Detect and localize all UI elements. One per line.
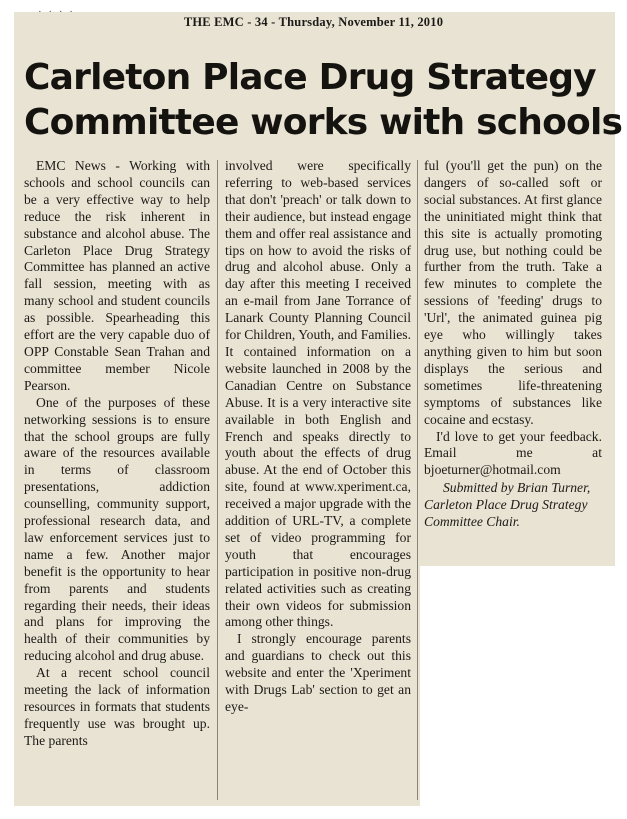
- column-rule-1: [217, 160, 218, 800]
- signature-line-3: Committee Chair.: [424, 514, 520, 530]
- article-paragraph: EMC News - Working with schools and school councils can be a very effective way to help reduce the risk inherent in substance and alcohol abuse. The Carleton Place Drug Strategy Committee has planned an active fall session, meeting with as many school and student councils as possible. Spearheading this effort are the very capable duo of OPP Constable Sean Trahan and committee member Nicole Pearson.: [24, 158, 210, 393]
- article-column-2: [225, 158, 411, 716]
- article-column-3: [424, 158, 602, 530]
- article-column-1: [24, 158, 210, 750]
- article-paragraph: involved were specifically referring to web-based services that don't 'preach' or talk down to their audience, but instead engage them and offer real assistance and tips on how to avoid the risks of drug and alcohol abuse. Only a day after this meeting I received an e-mail from Jane Torrance of Lanark County Planning Council for Children, Youth, and Families. It contained information on a website launched in 2008 by the Canadian Centre on Substance Abuse. It is a very interactive site available in both English and French and speaks directly to youth about the effects of drug abuse. At the end of October this site, found at www.xperiment.ca, received a major upgrade with the addition of URL-TV, a complete set of video programming for youth that encourages participation in positive non-drug related activities such as creating their own videos for submission among other things.: [225, 158, 411, 630]
- headline: [24, 55, 623, 145]
- article-paragraph: ful (you'll get the pun) on the dangers of so-called soft or social substances. At first glance the uninitiated might think that this site is actually promoting drug use, but nothing could be further from the truth. Take a few minutes to complete the sessions of 'feeding' drugs to 'Url', the animated guinea pig eye who willingly takes anything given to him but soon displays the serious and sometimes life-threatening symptoms of substances like cocaine and ecstasy.: [424, 158, 602, 427]
- page-header: THE EMC - 34 - Thursday, November 11, 2010: [183, 15, 444, 29]
- headline-line-1: Carleton Place Drug Strategy: [24, 57, 596, 98]
- signature-line-1: Submitted by Brian Turner,: [443, 480, 591, 496]
- article-paragraph: At a recent school council meeting the lack of information resources in formats that students frequently use was brought up. The parents: [24, 665, 210, 748]
- article-paragraph: I strongly encourage parents and guardians to check out this website and enter the 'Xperiment with Drugs Lab' section to get an eye-: [225, 631, 411, 714]
- signature-line-2: Carleton Place Drug Strategy: [424, 497, 588, 513]
- headline-line-2: Committee works with schools: [24, 102, 623, 143]
- article-paragraph: One of the purposes of these networking sessions is to ensure that the school groups are fully aware of the resources available in terms of classroom presentations, addiction counselling, community support, professional research data, and law enforcement services just to name a few. Another major benefit is the opportunity to hear from parents and students regarding their needs, their ideas and plans for improving the health of their communities by reducing alcohol and drug abuse.: [24, 394, 210, 664]
- article-paragraph: I'd love to get your feedback. Email me at bjoeturner@hotmail.com: [424, 428, 602, 478]
- signature: [424, 479, 602, 530]
- edge-dots: · · · ·: [38, 6, 75, 18]
- column-rule-2: [417, 160, 418, 800]
